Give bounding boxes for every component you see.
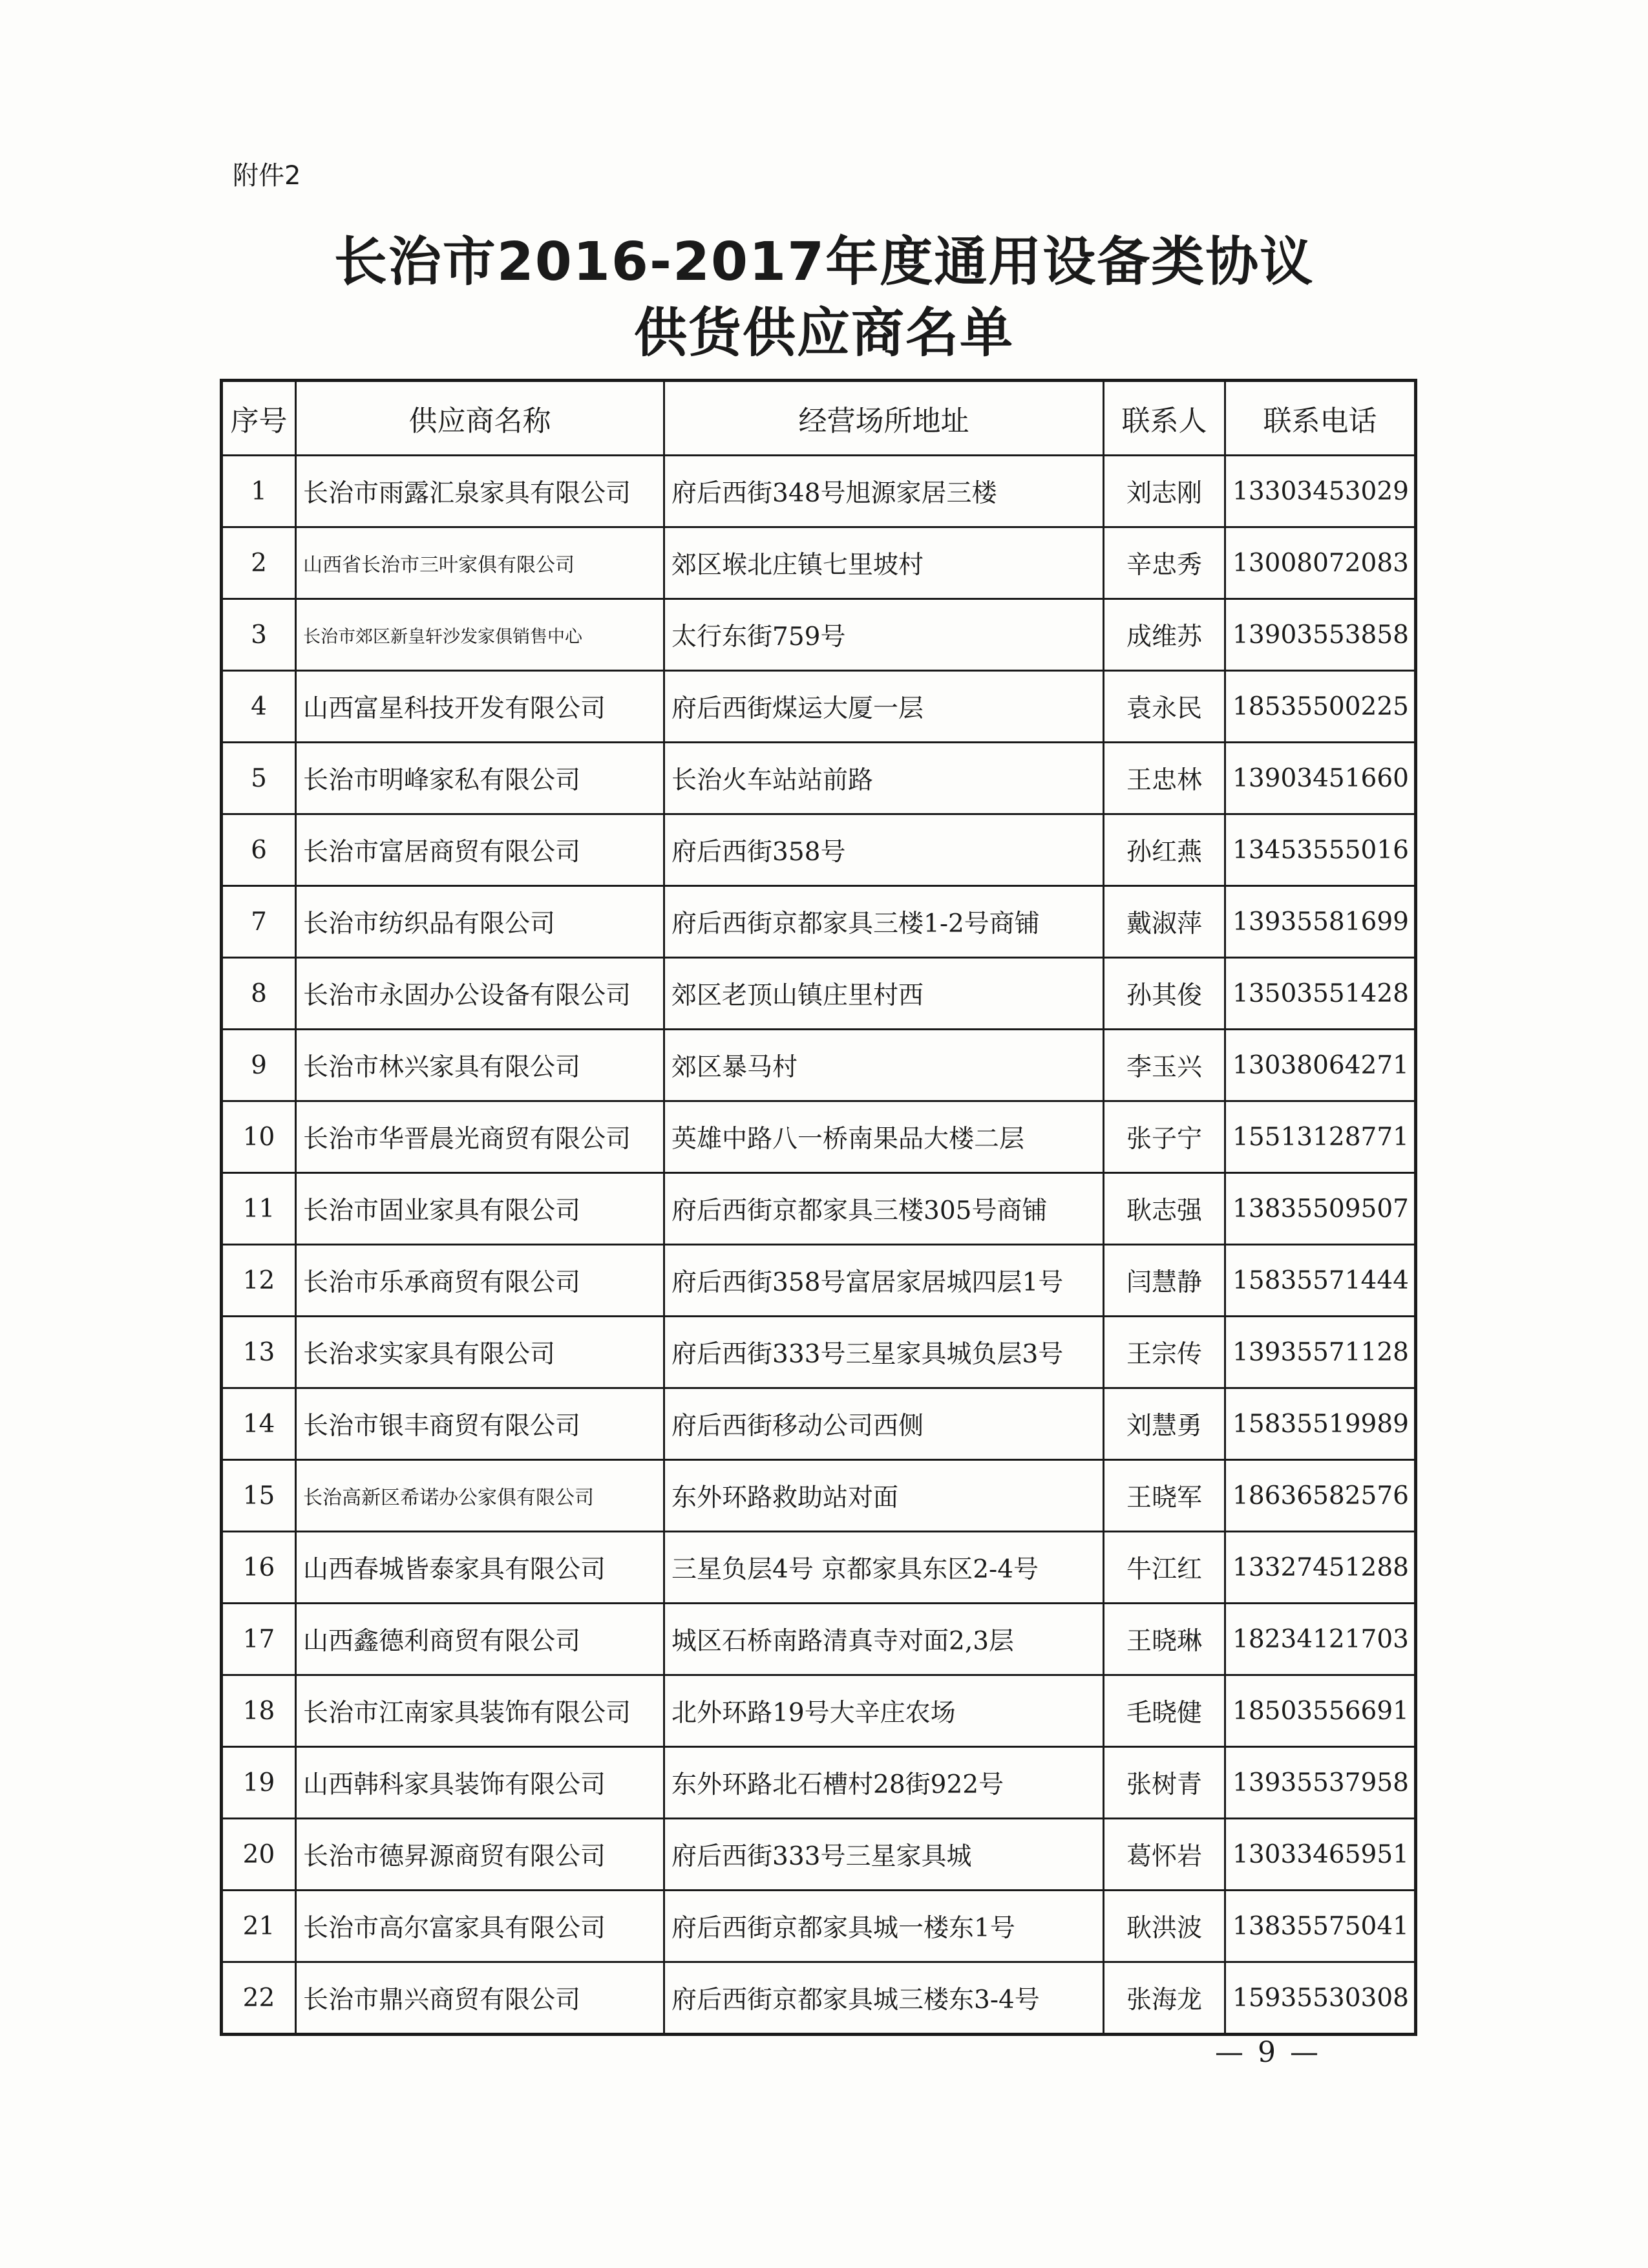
table-row — [222, 1604, 1416, 1675]
table-row — [222, 743, 1416, 814]
cell-address: 英雄中路八一桥南果品大楼二层 — [664, 1101, 1104, 1173]
table-row — [222, 1962, 1416, 2035]
cell-no: 16 — [222, 1532, 296, 1604]
cell-supplier-name: 长治市富居商贸有限公司 — [296, 814, 664, 886]
cell-no: 4 — [222, 671, 296, 743]
table-row — [222, 1747, 1416, 1819]
table-row — [222, 599, 1416, 671]
cell-supplier-name: 长治市华晋晨光商贸有限公司 — [296, 1101, 664, 1173]
cell-supplier-name: 长治市固业家具有限公司 — [296, 1173, 664, 1245]
cell-address: 府后西街333号三星家具城负层3号 — [664, 1317, 1104, 1388]
cell-address: 东外环路北石槽村28街922号 — [664, 1747, 1104, 1819]
cell-phone: 13327451288 — [1225, 1532, 1416, 1604]
table-row — [222, 1030, 1416, 1101]
cell-supplier-name: 山西富星科技开发有限公司 — [296, 671, 664, 743]
cell-contact: 耿志强 — [1104, 1173, 1225, 1245]
cell-no: 21 — [222, 1891, 296, 1962]
cell-address: 三星负层4号 京都家具东区2-4号 — [664, 1532, 1104, 1604]
table-row — [222, 456, 1416, 527]
cell-address: 北外环路19号大辛庄农场 — [664, 1675, 1104, 1747]
cell-address: 郊区老顶山镇庄里村西 — [664, 958, 1104, 1030]
table-header-row — [222, 381, 1416, 456]
cell-address: 府后西街358号富居家居城四层1号 — [664, 1245, 1104, 1317]
cell-address: 府后西街京都家具城一楼东1号 — [664, 1891, 1104, 1962]
document-title-line1: 长治市2016-2017年度通用设备类协议 — [333, 231, 1315, 293]
attachment-label: 附件2 — [233, 161, 301, 191]
cell-address: 城区石桥南路清真寺对面2,3层 — [664, 1604, 1104, 1675]
cell-no: 12 — [222, 1245, 296, 1317]
cell-contact: 戴淑萍 — [1104, 886, 1225, 958]
cell-address: 东外环路救助站对面 — [664, 1460, 1104, 1532]
cell-supplier-name: 长治市乐承商贸有限公司 — [296, 1245, 664, 1317]
cell-no: 8 — [222, 958, 296, 1030]
table-row — [222, 1101, 1416, 1173]
cell-no: 3 — [222, 599, 296, 671]
cell-no: 9 — [222, 1030, 296, 1101]
table-row — [222, 1675, 1416, 1747]
cell-address: 府后西街京都家具城三楼东3-4号 — [664, 1962, 1104, 2035]
cell-contact: 葛怀岩 — [1104, 1819, 1225, 1891]
cell-supplier-name: 长治市银丰商贸有限公司 — [296, 1388, 664, 1460]
cell-supplier-name: 长治市德昇源商贸有限公司 — [296, 1819, 664, 1891]
cell-phone: 18636582576 — [1225, 1460, 1416, 1532]
cell-supplier-name: 山西韩科家具装饰有限公司 — [296, 1747, 664, 1819]
cell-contact: 闫慧静 — [1104, 1245, 1225, 1317]
cell-contact: 张子宁 — [1104, 1101, 1225, 1173]
cell-phone: 13033465951 — [1225, 1819, 1416, 1891]
cell-contact: 牛江红 — [1104, 1532, 1225, 1604]
cell-contact: 王晓琳 — [1104, 1604, 1225, 1675]
table-row — [222, 814, 1416, 886]
cell-supplier-name: 长治市高尔富家具有限公司 — [296, 1891, 664, 1962]
header-name: 供应商名称 — [296, 381, 664, 456]
cell-contact: 王忠林 — [1104, 743, 1225, 814]
cell-phone: 15935530308 — [1225, 1962, 1416, 2035]
cell-supplier-name: 长治市林兴家具有限公司 — [296, 1030, 664, 1101]
cell-no: 5 — [222, 743, 296, 814]
cell-no: 15 — [222, 1460, 296, 1532]
cell-no: 11 — [222, 1173, 296, 1245]
table-row — [222, 1173, 1416, 1245]
cell-address: 府后西街333号三星家具城 — [664, 1819, 1104, 1891]
cell-contact: 孙红燕 — [1104, 814, 1225, 886]
cell-supplier-name: 长治市纺织品有限公司 — [296, 886, 664, 958]
cell-phone: 13835509507 — [1225, 1173, 1416, 1245]
cell-address: 太行东街759号 — [664, 599, 1104, 671]
cell-phone: 13903451660 — [1225, 743, 1416, 814]
table-row — [222, 1891, 1416, 1962]
cell-contact: 李玉兴 — [1104, 1030, 1225, 1101]
cell-phone: 13453555016 — [1225, 814, 1416, 886]
table-row — [222, 1460, 1416, 1532]
cell-no: 14 — [222, 1388, 296, 1460]
cell-phone: 18234121703 — [1225, 1604, 1416, 1675]
cell-no: 22 — [222, 1962, 296, 2035]
table-row — [222, 527, 1416, 599]
cell-phone: 13008072083 — [1225, 527, 1416, 599]
cell-address: 府后西街348号旭源家居三楼 — [664, 456, 1104, 527]
cell-phone: 13935537958 — [1225, 1747, 1416, 1819]
document-title-line2: 供货供应商名单 — [633, 302, 1014, 364]
table-row — [222, 671, 1416, 743]
cell-supplier-name: 长治市江南家具装饰有限公司 — [296, 1675, 664, 1747]
cell-phone: 18535500225 — [1225, 671, 1416, 743]
header-address: 经营场所地址 — [664, 381, 1104, 456]
table-row — [222, 886, 1416, 958]
cell-contact: 王宗传 — [1104, 1317, 1225, 1388]
cell-address: 郊区暴马村 — [664, 1030, 1104, 1101]
cell-supplier-name: 长治高新区希诺办公家俱有限公司 — [296, 1460, 664, 1532]
cell-supplier-name: 长治市鼎兴商贸有限公司 — [296, 1962, 664, 2035]
cell-phone: 13503551428 — [1225, 958, 1416, 1030]
cell-phone: 13903553858 — [1225, 599, 1416, 671]
cell-contact: 孙其俊 — [1104, 958, 1225, 1030]
cell-contact: 张海龙 — [1104, 1962, 1225, 2035]
cell-no: 13 — [222, 1317, 296, 1388]
cell-address: 府后西街358号 — [664, 814, 1104, 886]
header-no: 序号 — [222, 381, 296, 456]
cell-no: 10 — [222, 1101, 296, 1173]
cell-phone: 13935571128 — [1225, 1317, 1416, 1388]
table-row — [222, 1245, 1416, 1317]
cell-contact: 袁永民 — [1104, 671, 1225, 743]
cell-phone: 15513128771 — [1225, 1101, 1416, 1173]
cell-phone: 15835571444 — [1225, 1245, 1416, 1317]
cell-address: 府后西街移动公司西侧 — [664, 1388, 1104, 1460]
cell-no: 18 — [222, 1675, 296, 1747]
cell-phone: 18503556691 — [1225, 1675, 1416, 1747]
cell-supplier-name: 山西鑫德利商贸有限公司 — [296, 1604, 664, 1675]
cell-contact: 辛忠秀 — [1104, 527, 1225, 599]
cell-contact: 张树青 — [1104, 1747, 1225, 1819]
cell-contact: 毛晓健 — [1104, 1675, 1225, 1747]
table-row — [222, 1532, 1416, 1604]
cell-contact: 耿洪波 — [1104, 1891, 1225, 1962]
supplier-table — [220, 379, 1417, 2036]
cell-phone: 13935581699 — [1225, 886, 1416, 958]
cell-no: 1 — [222, 456, 296, 527]
cell-supplier-name: 长治市永固办公设备有限公司 — [296, 958, 664, 1030]
cell-phone: 13835575041 — [1225, 1891, 1416, 1962]
cell-supplier-name: 长治市雨露汇泉家具有限公司 — [296, 456, 664, 527]
cell-no: 17 — [222, 1604, 296, 1675]
cell-no: 2 — [222, 527, 296, 599]
page-number: — 9 — — [1215, 2036, 1321, 2069]
cell-contact: 王晓军 — [1104, 1460, 1225, 1532]
cell-address: 府后西街京都家具三楼1-2号商铺 — [664, 886, 1104, 958]
table-row — [222, 958, 1416, 1030]
header-phone: 联系电话 — [1225, 381, 1416, 456]
cell-address: 府后西街煤运大厦一层 — [664, 671, 1104, 743]
cell-no: 20 — [222, 1819, 296, 1891]
cell-no: 6 — [222, 814, 296, 886]
cell-address: 府后西街京都家具三楼305号商铺 — [664, 1173, 1104, 1245]
table-row — [222, 1388, 1416, 1460]
header-contact: 联系人 — [1104, 381, 1225, 456]
cell-no: 19 — [222, 1747, 296, 1819]
cell-contact: 刘慧勇 — [1104, 1388, 1225, 1460]
cell-supplier-name: 山西春城皆泰家具有限公司 — [296, 1532, 664, 1604]
cell-address: 郊区堠北庄镇七里坡村 — [664, 527, 1104, 599]
cell-contact: 刘志刚 — [1104, 456, 1225, 527]
cell-supplier-name: 长治求实家具有限公司 — [296, 1317, 664, 1388]
cell-phone: 15835519989 — [1225, 1388, 1416, 1460]
cell-contact: 成维苏 — [1104, 599, 1225, 671]
cell-no: 7 — [222, 886, 296, 958]
table-row — [222, 1819, 1416, 1891]
table-row — [222, 1317, 1416, 1388]
table-body — [222, 456, 1416, 2035]
cell-supplier-name: 长治市郊区新皇轩沙发家俱销售中心 — [296, 599, 664, 671]
cell-address: 长治火车站站前路 — [664, 743, 1104, 814]
cell-phone: 13303453029 — [1225, 456, 1416, 527]
cell-supplier-name: 山西省长治市三叶家俱有限公司 — [296, 527, 664, 599]
cell-supplier-name: 长治市明峰家私有限公司 — [296, 743, 664, 814]
cell-phone: 13038064271 — [1225, 1030, 1416, 1101]
